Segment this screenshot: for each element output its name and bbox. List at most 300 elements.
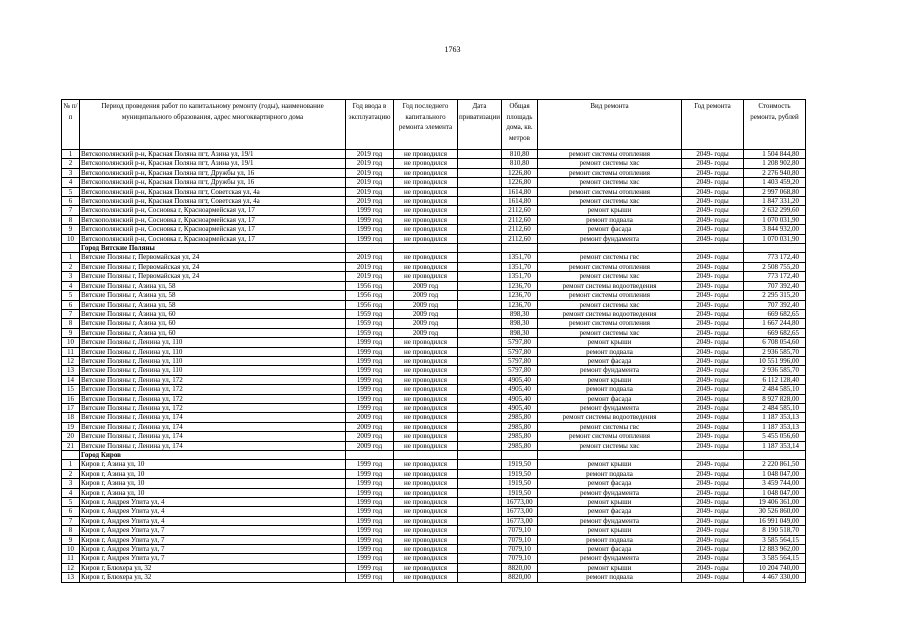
table-row: [62, 234, 806, 243]
row-last-repair: не проводился: [394, 422, 458, 431]
row-privatization: [458, 385, 502, 394]
row-number: 7: [62, 206, 80, 215]
row-address: Вятскополянский р-н, Красная Поляна пгт, Советская ул, 4а: [80, 187, 346, 196]
row-repair-type: ремонт фасада: [538, 479, 682, 488]
group-empty-cell: [458, 244, 502, 253]
row-cost: 1 403 459,20: [744, 178, 806, 187]
row-cost: 707 392,40: [744, 281, 806, 290]
row-address: Киров г, Азина ул, 10: [80, 460, 346, 469]
row-year-built: 2019 год: [346, 272, 394, 281]
row-repair-type: ремонт системы хвс: [538, 159, 682, 168]
row-cost: 10 204 740,00: [744, 563, 806, 572]
row-repair-year: 2049- годы: [682, 422, 744, 431]
row-area: 5797,80: [502, 338, 538, 347]
table-row: [62, 206, 806, 215]
row-area: 810,80: [502, 150, 538, 159]
row-repair-type: ремонт системы водоотведения: [538, 309, 682, 318]
row-repair-year: 2049- годы: [682, 281, 744, 290]
row-address: Вятские Поляны г, Ленина ул, 172: [80, 385, 346, 394]
row-year-built: 2009 год: [346, 441, 394, 450]
row-last-repair: не проводился: [394, 159, 458, 168]
row-last-repair: не проводился: [394, 338, 458, 347]
row-cost: 3 585 564,15: [744, 554, 806, 563]
row-cost: 2 936 585,70: [744, 366, 806, 375]
row-last-repair: не проводился: [394, 441, 458, 450]
table-row: [62, 159, 806, 168]
row-cost: 1 504 844,80: [744, 150, 806, 159]
group-number-cell: [62, 244, 80, 253]
row-last-repair: не проводился: [394, 526, 458, 535]
row-last-repair: не проводился: [394, 394, 458, 403]
row-area: 5797,80: [502, 366, 538, 375]
row-area: 4905,40: [502, 375, 538, 384]
row-repair-type: ремонт крыши: [538, 206, 682, 215]
row-number: 13: [62, 573, 80, 582]
row-number: 21: [62, 441, 80, 450]
row-year-built: 1999 год: [346, 460, 394, 469]
row-number: 12: [62, 563, 80, 572]
row-repair-year: 2049- годы: [682, 300, 744, 309]
row-repair-year: 2049- годы: [682, 206, 744, 215]
row-privatization: [458, 563, 502, 572]
group-empty-cell: [538, 244, 682, 253]
row-address: Вятские Поляны г, Ленина ул, 110: [80, 356, 346, 365]
row-repair-type: ремонт подвала: [538, 347, 682, 356]
row-year-built: 1999 год: [346, 225, 394, 234]
row-area: 1351,70: [502, 253, 538, 262]
row-number: 1: [62, 150, 80, 159]
row-number: 3: [62, 168, 80, 177]
table-row: [62, 356, 806, 365]
row-repair-type: ремонт системы отопления: [538, 187, 682, 196]
table-row: [62, 300, 806, 309]
group-empty-cell: [744, 451, 806, 460]
row-number: 20: [62, 432, 80, 441]
row-number: 1: [62, 460, 80, 469]
table-row: [62, 394, 806, 403]
row-address: Киров г, Азина ул, 10: [80, 469, 346, 478]
row-repair-type: ремонт системы хвс: [538, 328, 682, 337]
row-area: 810,80: [502, 159, 538, 168]
row-privatization: [458, 573, 502, 582]
row-cost: 19 406 361,00: [744, 498, 806, 507]
table-row: [62, 150, 806, 159]
row-cost: 1 208 902,80: [744, 159, 806, 168]
row-repair-year: 2049- годы: [682, 366, 744, 375]
row-year-built: 2019 год: [346, 187, 394, 196]
row-privatization: [458, 498, 502, 507]
row-year-built: 1999 год: [346, 526, 394, 535]
row-repair-type: ремонт системы водоотведения: [538, 281, 682, 290]
row-privatization: [458, 150, 502, 159]
row-last-repair: 2009 год: [394, 300, 458, 309]
row-address: Вятскополянский р-н, Красная Поляна пгт, Дружбы ул, 16: [80, 178, 346, 187]
row-last-repair: не проводился: [394, 413, 458, 422]
row-cost: 1 847 331,20: [744, 197, 806, 206]
row-repair-year: 2049- годы: [682, 535, 744, 544]
row-privatization: [458, 403, 502, 412]
table-row: [62, 460, 806, 469]
row-last-repair: не проводился: [394, 262, 458, 271]
group-number-cell: [62, 451, 80, 460]
row-cost: 8 927 828,00: [744, 394, 806, 403]
row-year-built: 1999 год: [346, 498, 394, 507]
row-repair-year: 2049- годы: [682, 356, 744, 365]
table-row: [62, 432, 806, 441]
row-year-built: 1959 год: [346, 309, 394, 318]
row-area: 2985,80: [502, 422, 538, 431]
row-area: 2112,60: [502, 206, 538, 215]
row-area: 16773,00: [502, 498, 538, 507]
row-address: Вятские Поляны г, Азина ул, 60: [80, 319, 346, 328]
row-privatization: [458, 206, 502, 215]
row-repair-year: 2049- годы: [682, 347, 744, 356]
row-repair-type: ремонт фундамента: [538, 403, 682, 412]
row-number: 15: [62, 385, 80, 394]
row-repair-type: ремонт подвала: [538, 469, 682, 478]
row-number: 6: [62, 197, 80, 206]
row-year-built: 1999 год: [346, 573, 394, 582]
row-area: 1919,50: [502, 460, 538, 469]
row-repair-year: 2049- годы: [682, 488, 744, 497]
row-privatization: [458, 319, 502, 328]
row-cost: 1 070 031,90: [744, 215, 806, 224]
row-repair-type: ремонт фундамента: [538, 516, 682, 525]
row-last-repair: не проводился: [394, 460, 458, 469]
row-year-built: 1999 год: [346, 347, 394, 356]
row-year-built: 2019 год: [346, 159, 394, 168]
header-address: Период проведения работ по капитальному ремонту (годы), наименование муниципального образования, адрес многоквартирного дома: [80, 100, 346, 150]
header-num: № п/п: [62, 100, 80, 150]
row-privatization: [458, 234, 502, 243]
row-cost: 1 187 353,14: [744, 441, 806, 450]
row-privatization: [458, 526, 502, 535]
row-area: 1351,70: [502, 262, 538, 271]
row-number: 10: [62, 234, 80, 243]
row-last-repair: не проводился: [394, 366, 458, 375]
row-area: 16773,00: [502, 507, 538, 516]
row-repair-type: ремонт системы отопления: [538, 319, 682, 328]
row-repair-year: 2049- годы: [682, 178, 744, 187]
row-privatization: [458, 328, 502, 337]
row-area: 2112,60: [502, 234, 538, 243]
row-repair-type: ремонт крыши: [538, 375, 682, 384]
row-area: 4905,40: [502, 403, 538, 412]
row-repair-type: ремонт крыши: [538, 563, 682, 572]
row-area: 1226,80: [502, 178, 538, 187]
row-repair-year: 2049- годы: [682, 479, 744, 488]
row-privatization: [458, 300, 502, 309]
row-privatization: [458, 507, 502, 516]
row-repair-type: ремонт системы отопления: [538, 150, 682, 159]
row-area: 8820,00: [502, 573, 538, 582]
row-repair-year: 2049- годы: [682, 168, 744, 177]
row-repair-year: 2049- годы: [682, 507, 744, 516]
table-header: [62, 100, 806, 150]
row-address: Киров г, Блюхера ул, 32: [80, 573, 346, 582]
row-address: Вятские Поляны г, Азина ул, 58: [80, 291, 346, 300]
row-last-repair: не проводился: [394, 178, 458, 187]
row-repair-year: 2049- годы: [682, 469, 744, 478]
row-last-repair: не проводился: [394, 432, 458, 441]
row-year-built: 1959 год: [346, 319, 394, 328]
row-cost: 10 551 996,00: [744, 356, 806, 365]
row-privatization: [458, 356, 502, 365]
row-year-built: 2019 год: [346, 253, 394, 262]
group-empty-cell: [458, 451, 502, 460]
row-address: Вятские Поляны г, Ленина ул, 172: [80, 403, 346, 412]
row-privatization: [458, 441, 502, 450]
row-cost: 2 936 585,70: [744, 347, 806, 356]
group-empty-cell: [682, 451, 744, 460]
row-last-repair: не проводился: [394, 168, 458, 177]
row-address: Вятскополянский р-н, Сосновка г, Красноармейская ул, 17: [80, 234, 346, 243]
row-year-built: 1999 год: [346, 375, 394, 384]
row-privatization: [458, 375, 502, 384]
row-last-repair: не проводился: [394, 545, 458, 554]
table-row: [62, 187, 806, 196]
row-year-built: 1999 год: [346, 385, 394, 394]
row-address: Вятскополянский р-н, Красная Поляна пгт, Азина ул, 19/1: [80, 150, 346, 159]
row-number: 1: [62, 253, 80, 262]
row-cost: 2 484 585,10: [744, 385, 806, 394]
table-row: [62, 545, 806, 554]
row-number: 11: [62, 347, 80, 356]
row-repair-type: ремонт системы гвс: [538, 253, 682, 262]
row-last-repair: не проводился: [394, 272, 458, 281]
row-year-built: 1959 год: [346, 328, 394, 337]
row-year-built: 2019 год: [346, 178, 394, 187]
row-last-repair: не проводился: [394, 563, 458, 572]
row-repair-year: 2049- годы: [682, 328, 744, 337]
row-address: Вятские Поляны г, Азина ул, 58: [80, 281, 346, 290]
row-cost: 773 172,40: [744, 253, 806, 262]
table-body: [62, 150, 806, 583]
table-row: [62, 413, 806, 422]
row-privatization: [458, 479, 502, 488]
row-area: 7079,10: [502, 526, 538, 535]
row-year-built: 2009 год: [346, 422, 394, 431]
row-privatization: [458, 338, 502, 347]
row-repair-year: 2049- годы: [682, 291, 744, 300]
row-number: 7: [62, 309, 80, 318]
row-area: 4905,40: [502, 394, 538, 403]
row-area: 1236,70: [502, 281, 538, 290]
row-cost: 669 682,65: [744, 328, 806, 337]
row-year-built: 2019 год: [346, 262, 394, 271]
table-row: [62, 375, 806, 384]
row-area: 7079,10: [502, 535, 538, 544]
row-repair-year: 2049- годы: [682, 498, 744, 507]
row-area: 16773,00: [502, 516, 538, 525]
row-last-repair: не проводился: [394, 253, 458, 262]
row-number: 12: [62, 356, 80, 365]
row-repair-type: ремонт системы гвс: [538, 422, 682, 431]
row-cost: 6 112 128,40: [744, 375, 806, 384]
row-repair-type: ремонт системы отопления: [538, 168, 682, 177]
table-row: [62, 507, 806, 516]
row-repair-type: ремонт системы водоотведения: [538, 413, 682, 422]
row-year-built: 1999 год: [346, 366, 394, 375]
table-row: [62, 526, 806, 535]
header-area: Общая площадь дома, кв. метров: [502, 100, 538, 150]
row-last-repair: не проводился: [394, 234, 458, 243]
row-cost: 5 455 056,60: [744, 432, 806, 441]
row-repair-year: 2049- годы: [682, 262, 744, 271]
row-cost: 707 392,40: [744, 300, 806, 309]
row-area: 2112,60: [502, 215, 538, 224]
row-repair-type: ремонт фундамента: [538, 488, 682, 497]
group-empty-cell: [346, 451, 394, 460]
row-last-repair: не проводился: [394, 187, 458, 196]
row-repair-type: ремонт системы хвс: [538, 441, 682, 450]
row-address: Вятскополянский р-н, Красная Поляна пгт, Советская ул, 4а: [80, 197, 346, 206]
row-repair-type: ремонт крыши: [538, 526, 682, 535]
row-repair-year: 2049- годы: [682, 573, 744, 582]
table-row: [62, 366, 806, 375]
row-repair-type: ремонт подвала: [538, 573, 682, 582]
row-repair-year: 2049- годы: [682, 253, 744, 262]
row-repair-type: ремонт фасада: [538, 394, 682, 403]
row-last-repair: не проводился: [394, 469, 458, 478]
table-row: [62, 272, 806, 281]
row-privatization: [458, 215, 502, 224]
row-repair-type: ремонт крыши: [538, 460, 682, 469]
group-header-row: [62, 451, 806, 460]
row-number: 9: [62, 535, 80, 544]
row-address: Киров г, Азина ул, 10: [80, 479, 346, 488]
table-row: [62, 422, 806, 431]
row-repair-type: ремонт системы хвс: [538, 197, 682, 206]
row-repair-type: ремонт подвала: [538, 215, 682, 224]
row-year-built: 2019 год: [346, 197, 394, 206]
page-number: 1763: [444, 45, 461, 54]
row-area: 898,30: [502, 309, 538, 318]
row-repair-type: ремонт системы хвс: [538, 272, 682, 281]
row-year-built: 2019 год: [346, 150, 394, 159]
row-repair-type: ремонт крыши: [538, 498, 682, 507]
row-area: 898,30: [502, 319, 538, 328]
row-repair-type: ремонт системы отопления: [538, 291, 682, 300]
row-last-repair: не проводился: [394, 347, 458, 356]
row-address: Вятские Поляны г, Ленина ул, 172: [80, 394, 346, 403]
row-number: 9: [62, 328, 80, 337]
row-address: Вятские Поляны г, Ленина ул, 174: [80, 413, 346, 422]
row-privatization: [458, 262, 502, 271]
table-row: [62, 563, 806, 572]
row-year-built: 1999 год: [346, 563, 394, 572]
row-privatization: [458, 535, 502, 544]
row-year-built: 1999 год: [346, 469, 394, 478]
row-repair-year: 2049- годы: [682, 159, 744, 168]
row-address: Вятскополянский р-н, Красная Поляна пгт, Азина ул, 19/1: [80, 159, 346, 168]
row-year-built: 2009 год: [346, 432, 394, 441]
row-area: 1919,50: [502, 488, 538, 497]
row-repair-type: ремонт системы хвс: [538, 300, 682, 309]
row-address: Вятские Поляны г, Ленина ул, 174: [80, 432, 346, 441]
row-cost: 1 048 047,00: [744, 488, 806, 497]
row-address: Киров г, Андрея Упита ул, 7: [80, 535, 346, 544]
row-last-repair: не проводился: [394, 479, 458, 488]
row-last-repair: не проводился: [394, 385, 458, 394]
row-cost: 2 295 315,20: [744, 291, 806, 300]
row-cost: 2 632 299,60: [744, 206, 806, 215]
header-cost: Стоимость ремонта, рублей: [744, 100, 806, 150]
table-row: [62, 573, 806, 582]
table-row: [62, 319, 806, 328]
row-year-built: 1999 год: [346, 507, 394, 516]
row-address: Киров г, Азина ул, 10: [80, 488, 346, 497]
group-empty-cell: [538, 451, 682, 460]
row-privatization: [458, 309, 502, 318]
row-privatization: [458, 460, 502, 469]
row-repair-type: ремонт фундамента: [538, 366, 682, 375]
group-title: Город Киров: [80, 451, 346, 460]
row-year-built: 1999 год: [346, 545, 394, 554]
row-year-built: 1999 год: [346, 234, 394, 243]
row-repair-type: ремонт системы отопления: [538, 432, 682, 441]
row-last-repair: не проводился: [394, 554, 458, 563]
row-number: 7: [62, 516, 80, 525]
row-year-built: 1999 год: [346, 215, 394, 224]
row-last-repair: 2009 год: [394, 309, 458, 318]
group-empty-cell: [346, 244, 394, 253]
row-address: Вятские Поляны г, Азина ул, 58: [80, 300, 346, 309]
row-repair-year: 2049- годы: [682, 150, 744, 159]
row-privatization: [458, 178, 502, 187]
row-address: Вятские Поляны г, Азина ул, 60: [80, 328, 346, 337]
row-last-repair: не проводился: [394, 375, 458, 384]
row-repair-year: 2049- годы: [682, 375, 744, 384]
row-number: 4: [62, 281, 80, 290]
row-number: 11: [62, 554, 80, 563]
row-repair-year: 2049- годы: [682, 215, 744, 224]
row-cost: 669 682,65: [744, 309, 806, 318]
row-number: 9: [62, 225, 80, 234]
row-area: 8820,00: [502, 563, 538, 572]
table-row: [62, 215, 806, 224]
row-address: Вятскополянский р-н, Сосновка г, Красноармейская ул, 17: [80, 206, 346, 215]
row-number: 10: [62, 545, 80, 554]
row-last-repair: не проводился: [394, 488, 458, 497]
row-cost: 3 844 932,00: [744, 225, 806, 234]
table-row: [62, 262, 806, 271]
row-repair-year: 2049- годы: [682, 234, 744, 243]
row-privatization: [458, 187, 502, 196]
table-row: [62, 168, 806, 177]
row-last-repair: не проводился: [394, 573, 458, 582]
row-area: 898,30: [502, 328, 538, 337]
row-number: 4: [62, 178, 80, 187]
row-number: 2: [62, 262, 80, 271]
row-area: 1919,50: [502, 469, 538, 478]
row-cost: 1 070 031,90: [744, 234, 806, 243]
row-privatization: [458, 488, 502, 497]
row-number: 8: [62, 526, 80, 535]
row-cost: 3 459 744,00: [744, 479, 806, 488]
row-repair-year: 2049- годы: [682, 441, 744, 450]
row-privatization: [458, 554, 502, 563]
table-row: [62, 488, 806, 497]
row-last-repair: не проводился: [394, 150, 458, 159]
row-address: Вятские Поляны г, Первомайская ул, 24: [80, 262, 346, 271]
row-repair-year: 2049- годы: [682, 516, 744, 525]
row-number: 10: [62, 338, 80, 347]
row-address: Вятскополянский р-н, Сосновка г, Красноармейская ул, 17: [80, 215, 346, 224]
table-row: [62, 225, 806, 234]
row-year-built: 1956 год: [346, 291, 394, 300]
row-last-repair: не проводился: [394, 507, 458, 516]
